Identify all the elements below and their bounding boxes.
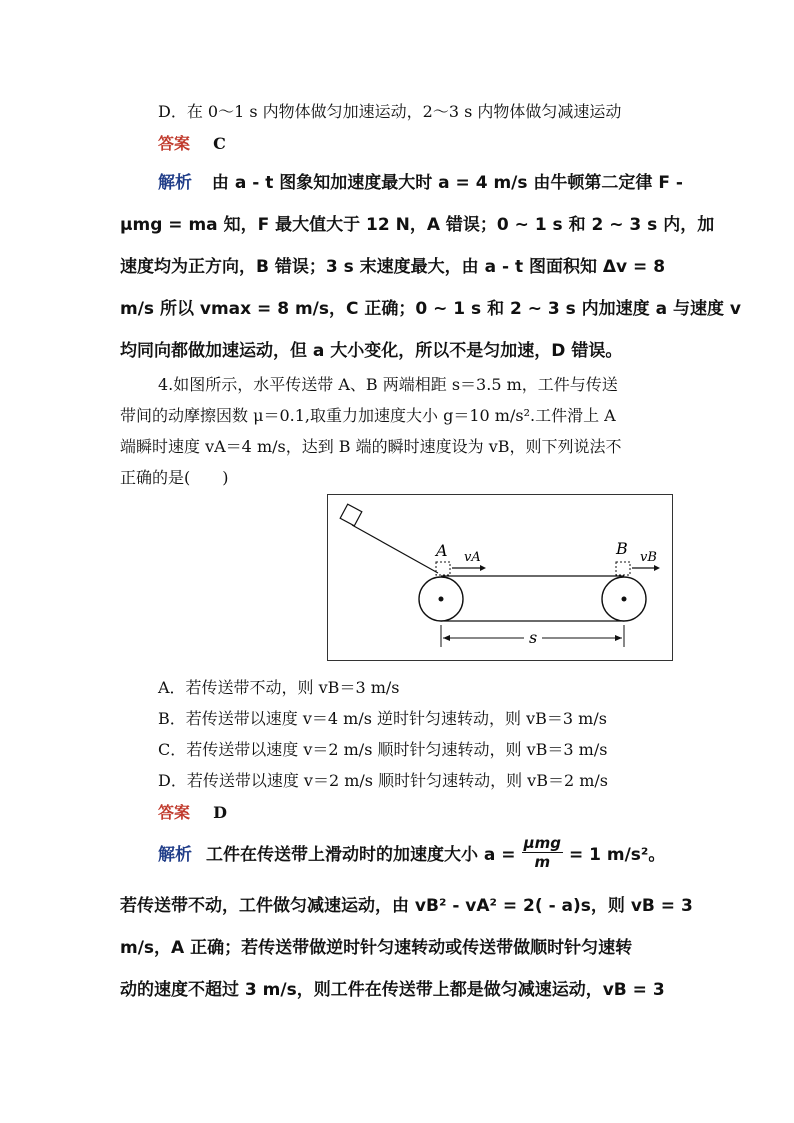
fraction [522, 834, 563, 871]
incline-line [352, 525, 438, 573]
pulley-b-axle [622, 597, 627, 602]
explanation-label: 解析 [158, 844, 192, 865]
answer-label: 答案 [158, 803, 191, 822]
fraction-denominator: m [534, 852, 551, 871]
label-s: s [529, 628, 538, 647]
question-4-line-4: 正确的是( ) [120, 468, 229, 487]
explanation-1-line-1 [158, 168, 683, 193]
option-d: D．若传送带以速度 v＝2 m/s 顺时针匀速转动，则 vB＝2 m/s [158, 771, 609, 790]
conveyor-belt-diagram [328, 495, 672, 660]
explanation-1-line-2: μmg = ma 知，F 最大值大于 12 N，A 错误；0 ~ 1 s 和 2 ~ 3 s 内，加 [120, 215, 715, 235]
distance-arrowhead-left [443, 635, 450, 641]
fraction-numerator: μmg [523, 833, 561, 852]
explanation-1-line-3: 速度均为正方向，B 错误；3 s 末速度最大，由 a - t 图面积知 Δv = 8 [120, 257, 666, 277]
explanation-text: 工件在传送带上滑动时的加速度大小 a = [206, 844, 516, 865]
explanation-label: 解析 [158, 173, 192, 193]
option-d-previous: D．在 0～1 s 内物体做匀加速运动，2～3 s 内物体做匀减速运动 [158, 102, 622, 121]
question-4-line-3: 端瞬时速度 vA＝4 m/s，达到 B 端的瞬时速度设为 vB，则下列说法不 [120, 437, 622, 456]
label-b: B [616, 539, 628, 558]
question-4-line-2: 带间的动摩擦因数 μ＝0.1,取重力加速度大小 g＝10 m/s².工件滑上 A [120, 406, 616, 425]
explanation-1-line-5: 均同向都做加速运动，但 a 大小变化，所以不是匀加速，D 错误。 [120, 341, 623, 361]
answer-value: C [213, 134, 226, 153]
label-vb: vB [640, 550, 657, 565]
label-va: vA [464, 550, 481, 565]
position-a-marker [436, 562, 450, 575]
explanation-2-line-1 [158, 832, 665, 872]
answer-label: 答案 [158, 134, 191, 153]
label-a: A [436, 541, 448, 560]
velocity-a-arrowhead [480, 565, 486, 571]
pulley-a-axle [439, 597, 444, 602]
answer-2 [158, 800, 227, 823]
option-b: B．若传送带以速度 v＝4 m/s 逆时针匀速转动，则 vB＝3 m/s [158, 709, 607, 728]
answer-1 [158, 131, 226, 154]
explanation-text: 由 a - t 图象知加速度最大时 a = 4 m/s 由牛顿第二定律 F - [211, 173, 683, 193]
distance-arrowhead-right [615, 635, 622, 641]
conveyor-belt-figure [327, 494, 673, 661]
position-b-marker [616, 562, 630, 575]
question-4-line-1: 4.如图所示，水平传送带 A、B 两端相距 s＝3.5 m，工件与传送 [158, 375, 618, 394]
answer-value: D [213, 803, 227, 822]
explanation-2-line-2: 若传送带不动，工件做匀减速运动，由 vB² - vA² = 2( - a)s，则 vB = 3 [120, 896, 693, 916]
explanation-2-line-3: m/s，A 正确；若传送带做逆时针匀速转动或传送带做顺时针匀速转 [120, 938, 633, 958]
option-a: A．若传送带不动，则 vB＝3 m/s [158, 678, 400, 697]
option-c: C．若传送带以速度 v＝2 m/s 顺时针匀速转动，则 vB＝3 m/s [158, 740, 608, 759]
explanation-1-line-4: m/s 所以 vmax = 8 m/s，C 正确；0 ~ 1 s 和 2 ~ 3 s 内加速度 a 与速度 v [120, 299, 741, 319]
explanation-tail: = 1 m/s²。 [568, 844, 666, 865]
velocity-b-arrowhead [654, 565, 660, 571]
workpiece-block [340, 504, 362, 526]
explanation-2-line-4: 动的速度不超过 3 m/s，则工件在传送带上都是做匀减速运动，vB = 3 [120, 980, 665, 1000]
